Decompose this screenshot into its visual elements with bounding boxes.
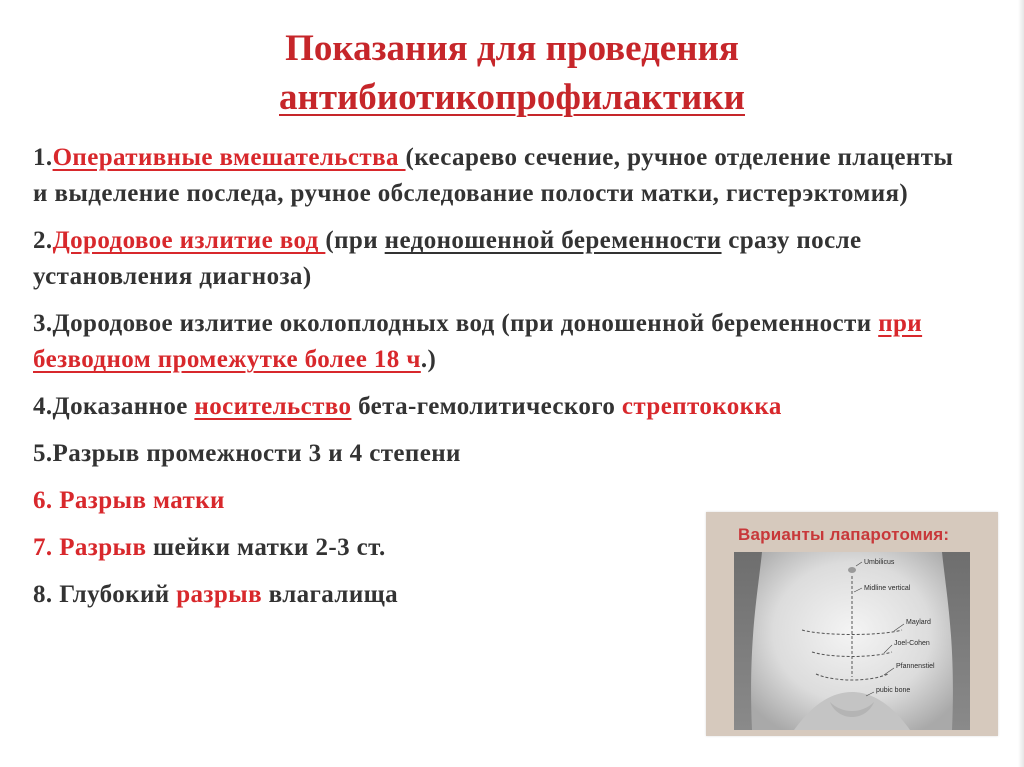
laparotomy-figure	[706, 512, 998, 736]
umbilicus-mark	[848, 567, 856, 573]
item-4-text-a: 4.Доказанное	[33, 393, 195, 420]
list-item-3	[33, 306, 973, 378]
item-2-text-b: сразу после установления диагноза)	[33, 227, 862, 290]
item-2-number: 2.	[33, 227, 53, 254]
item-5-text: 5.Разрыв промежности 3 и 4 степени	[33, 440, 461, 467]
abdomen-illustration	[734, 552, 970, 730]
item-3-text-b: .)	[420, 346, 437, 373]
item-1-text: (кесарево сечение, ручное отделение плаценты и выделение последа, ручное обследование полости матки, гистерэктомия)	[33, 144, 954, 207]
item-7-text: шейки матки 2-3 ст.	[146, 534, 386, 561]
label-pubic-bone: pubic bone	[876, 687, 911, 694]
item-3-text-a: 3.Дородовое излитие околоплодных вод (при доношенной беременности	[33, 310, 879, 337]
item-1-highlight: Оперативные вмешательства	[52, 144, 406, 171]
item-6-red: 6. Разрыв матки	[33, 487, 225, 514]
list-item-2	[33, 223, 973, 295]
item-4-highlight: носительство	[194, 393, 352, 420]
item-8-text-b: влагалища	[262, 581, 399, 608]
item-2-text-a: (при	[325, 227, 385, 254]
list-item-5	[33, 436, 973, 472]
title-line-2: антибиотикопрофилактики	[279, 77, 745, 118]
item-2-underlined: недоношенной беременности	[384, 227, 722, 254]
item-8-red: разрыв	[176, 581, 262, 608]
item-7-red: 7. Разрыв	[33, 534, 147, 561]
item-4-red: стрептококка	[621, 393, 782, 420]
label-pfannenstiel: Pfannenstiel	[896, 663, 935, 670]
item-8-text-a: 8. Глубокий	[33, 581, 177, 608]
item-3-highlight: при безводном промежутке более 18 ч	[33, 310, 923, 373]
label-midline: Midline vertical	[864, 585, 911, 592]
figure-title: Варианты лапаротомия:	[738, 525, 950, 544]
item-1-number: 1.	[33, 144, 53, 171]
list-item-1	[33, 140, 973, 212]
label-umbilicus: Umbilicus	[864, 559, 895, 566]
slide-title	[0, 24, 1024, 122]
label-maylard: Maylard	[906, 619, 931, 626]
list-item-4	[33, 389, 973, 425]
item-4-text-b: бета-гемолитического	[351, 393, 622, 420]
title-line-1: Показания для проведения	[285, 28, 739, 69]
item-2-highlight: Дородовое излитие вод	[52, 227, 326, 254]
label-joel-cohen: Joel-Cohen	[894, 640, 930, 647]
